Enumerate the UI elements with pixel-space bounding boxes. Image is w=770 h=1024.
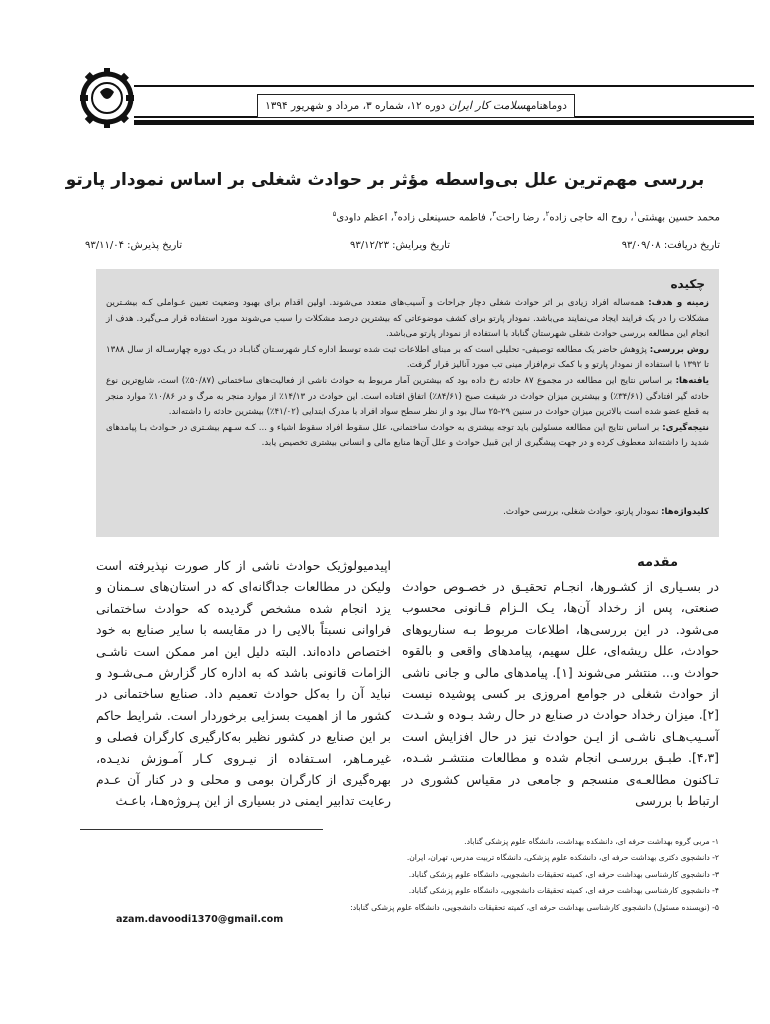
corresponding-email[interactable]: azam.davoodi1370@gmail.com xyxy=(116,914,284,925)
author-name: محمد حسین بهشتی xyxy=(637,212,720,224)
date-received: تاریخ دریافت: ۹۳/۰۹/۰۸ xyxy=(621,240,720,251)
affiliation-mark: ۴ xyxy=(393,210,398,218)
author-name: اعظم داودی xyxy=(336,212,388,224)
affiliation-mark: ۵ xyxy=(332,210,337,218)
keywords xyxy=(106,507,709,517)
paper-title: بررسی مهم‌ترین علل بی‌واسطه مؤثر بر حوادث شغلی بر اساس نمودار پارتو xyxy=(65,170,705,190)
footnotes xyxy=(300,834,719,916)
journal-issue: دوره ۱۲، شماره ۳، مرداد و شهریور ۱۳۹۴ xyxy=(265,100,449,112)
footnote: ۵- (نویسنده مسئول) دانشجوی کارشناسی بهداشت حرفه ای، کمیته تحقیقات دانشجویی، دانشگاه علوم پزشکی گناباد: xyxy=(350,902,719,912)
section-label: نتیجه‌گیری: xyxy=(662,422,709,433)
author-name: روح اله حاجی زاده xyxy=(549,212,628,224)
keywords-label: کلیدواژه‌ها: xyxy=(661,507,709,517)
date-accepted: تاریخ پذیرش: ۹۳/۱۱/۰۴ xyxy=(85,240,183,251)
section-heading-introduction: مقدمه xyxy=(637,555,678,570)
footnote-rule xyxy=(80,829,323,830)
journal-citation xyxy=(257,94,575,118)
affiliation-mark: ۱ xyxy=(633,210,638,218)
keywords-text: نمودار پارتو، حوادث شغلی، بررسی حوادث. xyxy=(503,507,662,517)
author-list: محمد حسین بهشتی$^۱$، روح اله حاجی زاده$^۲$، رضا راحت$^۳$، فاطمه حسینعلی زاده$^۴$، اعظم داودی$^۵$ xyxy=(332,210,720,224)
journal-prefix: دوماهنامه xyxy=(525,100,567,112)
text-column-right: در بسـیاری از کشـورها، انجـام تحقیـق در خصـوص حوادث صنعتی، پس از رخداد آن‌ها، یـک الـزام قـانونی محسوب می‌شود. در این بررسی‌ها، اطلاعات مربوط بـه سناریوهای حوادث، علل ریشه‌ای، علل سهیم، پیامدهای واقعی و بالقوه حوادث و... منتشر می‌شوند [۱]. پیامدهای مالی و جانی ناشی از حوادث شغلی در جوامع امروزی بر کسی پوشیده نیست [۲]. میزان رخداد حوادث در صنایع در حال رشد بـوده و شـدت آسـیب‌هـای ناشـی از ایـن حوادث نیز در حال افزایش است [۴،۳]. طبـق بررسـی انجام شده و مطالعات منتشـر شـده، تـاکنون مطالعـه‌ی منسجم و جامعی در مقیاس کشوری در ارتباط با بررسی xyxy=(402,579,719,809)
footnote: ۱- مربی گروه بهداشت حرفه ای، دانشکده بهداشت، دانشگاه علوم پزشکی گناباد. xyxy=(464,837,719,846)
footnote: ۲- دانشجوی دکتری بهداشت حرفه ای، دانشکده علوم پزشکی، دانشگاه تربیت مدرس، تهران، ایران. xyxy=(406,853,719,863)
section-label: زمینه و هدف: xyxy=(648,298,709,308)
abstract-methods xyxy=(106,343,709,374)
affiliation-mark: ۲ xyxy=(545,210,550,218)
abstract-background xyxy=(106,296,709,343)
section-text: بر اساس نتایج این مطالعه در مجموع ۸۷ حادثه رخ داده بود که بیشترین آمار مربوط به حوادث ناشی از فعالیت‌های ساختمانی (۵۰/۸۷٪) است، شایع‌ترین نوع حادثه گیر افتادگی (۳۴/۶۱٪) و بیشترین میزان حوادث در شیفت صبح (۸۴/۶۱٪) اتفاق افتاده است. این حوادث در ۱۴/۱۳٪ از موارد منجر به مرگ و در ۱۰/۸۶٪ موارد منجر به قطع عضو شده است بالاترین میزان حوادث در سنین ۲۹-۲۵ سال بود و از نظر سطح سواد افراد با مدرک ابتدایی (۴۱/۰۲٪) بیشترین حادثه را داشته‌اند. xyxy=(106,375,710,418)
header-rule xyxy=(134,85,754,87)
journal-name: سلامت کار ایران xyxy=(448,99,526,112)
author-name: فاطمه حسینعلی زاده xyxy=(397,212,486,224)
section-label: روش بررسی: xyxy=(649,344,709,355)
section-text: بر اساس نتایج این مطالعه مسئولین باید توجه بیشتری به حوادث ساختمانی، علل سقوط افراد سقوط اشیاء و ... کـه سـهم بیشـتری در حـوادث بـا پیامدهای شدید را داشته‌اند معطوف کرده و در جهت پیشگیری از این قبیل حوادث و علل آن‌ها منابع مالی و انسانی بیشتری تخصیص یابد. xyxy=(106,422,709,449)
journal-logo xyxy=(74,58,140,138)
section-text: همه‌ساله افراد زیادی بر اثر حوادث شغلی دچار جراحات و آسیب‌های متعدد می‌شوند. اولین اقدام برای بهبود وضعیت تعیین عـواملی کـه بیشـترین مشکلات را در یک فرایند ایجاد می‌نمایند می‌باشد. نمودار پارتو برای کشف موضوعاتی که بیشترین درصد مشکلات را سبب می‌شوند مورد استفاده قرار مـی‌گیرد. هدف از انجام این مطالعه بررسی حوادث شغلی شهرستان گناباد با استفاده از نمودار پارتو می‌باشد. xyxy=(106,298,709,340)
date-revised: تاریخ ویرایش: ۹۳/۱۲/۲۳ xyxy=(349,240,451,251)
abstract-heading: چکیده xyxy=(670,277,705,291)
footnote: ۴- دانشجوی کارشناسی بهداشت حرفه ای، کمیته تحقیقات دانشجویی، دانشگاه علوم پزشکی گناباد. xyxy=(408,886,719,896)
author-name: رضا راحت xyxy=(496,212,540,224)
affiliation-mark: ۳ xyxy=(492,210,496,218)
footnote: ۳- دانشجوی کارشناسی بهداشت حرفه ای، کمیته تحقیقات دانشجویی، دانشگاه علوم پزشکی گناباد. xyxy=(408,869,719,879)
section-label: یافته‌ها: xyxy=(675,375,710,386)
abstract-results xyxy=(106,374,709,421)
abstract-body xyxy=(106,296,709,452)
abstract-box xyxy=(96,269,719,537)
text-column-left: اپیدمیولوژیک حوادث ناشی از کار صورت نپذیرفته است ولیکن در مطالعات جداگانه‌ای که در استان‌های سـمنان و یزد انجام شده مشخص گردیده که حوادث ساختمانی فراوانی نسبتاً بالایی را در مقایسه با سایر صنایع به خود اختصاص داده‌اند. البته دلیل این امر ممکن است ناشـی الزامات قانونی باشد که به اداره کار گزارش مـی‌شـود و نباید آن را به‌کل حوادث تعمیم داد. صنایع ساختمانی در کشور ما از اهمیت بسزایی برخوردار است. شرایط حاکم بر این صنایع در کشور نظیر به‌کارگیری کارگران فصلی و غیرمـاهر، اسـتفاده از نیـروی کـار آمـوزش ندیـده، بهره‌گیری از کارگران بومی و محلی و در کنار آن عـدم رعایت تدابیر ایمنی در بسیاری از این پـروژه‌هـا، باعـث xyxy=(96,558,391,809)
abstract-conclusion xyxy=(106,421,709,452)
header-rule-thick xyxy=(134,120,754,125)
section-text: پژوهش حاضر یک مطالعه توصیفی- تحلیلی است که بر مبنای اطلاعات ثبت شده توسط اداره کـار شهرسـتان گنابـاد در یـک دوره چهارسـاله از سال ۱۳۸۸ تا ۱۳۹۲ با استفاده از نمودار پارتو و با کمک نرم‌افزار مینی تب مورد آنالیز قرار گرفت. xyxy=(106,344,709,371)
